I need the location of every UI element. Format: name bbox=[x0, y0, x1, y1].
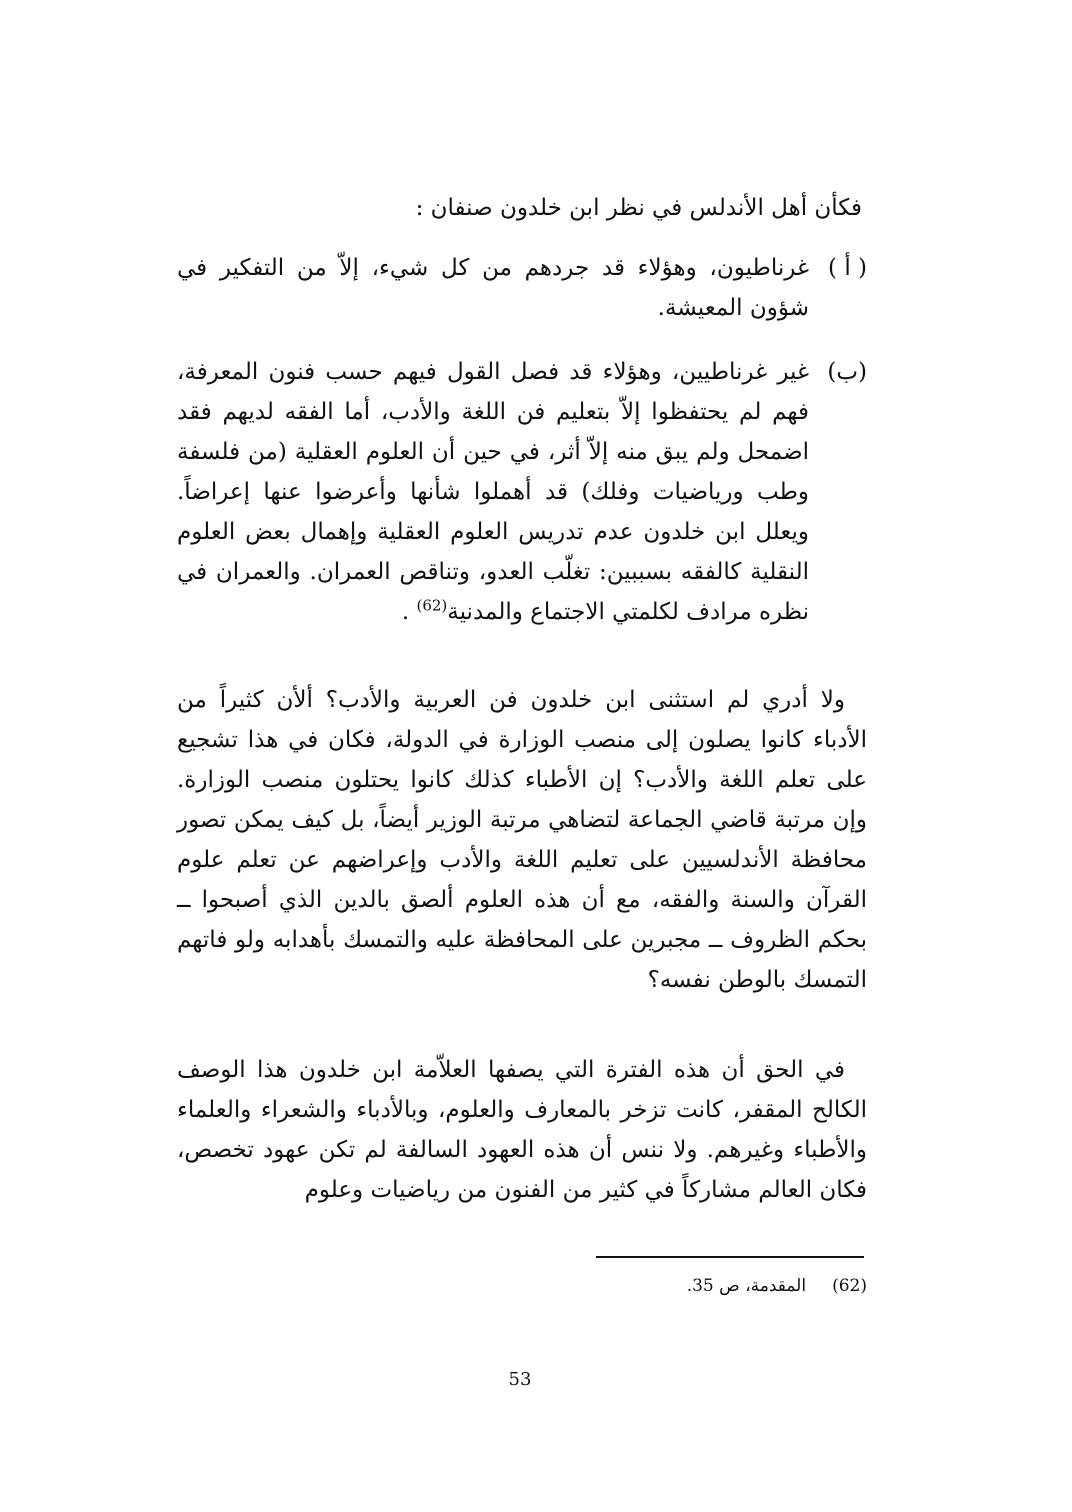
list-marker-a: ( أ ) bbox=[828, 255, 867, 281]
list-item-b-body bbox=[177, 352, 809, 632]
paragraph-1: ولا أدري لم استثنى ابن خلدون فن العربية والأدب؟ ألأن كثيراً من الأدباء كانوا يصلون إلى منصب الوزارة في الدولة، فكان في هذا تشجيع على تعلم اللغة والأدب؟ إن الأطباء كذلك كانوا يحتلون منصب الوزارة. وإن مرتبة قاضي الجماعة لتضاهي مرتبة الوزير أيضاً، بل كيف يمكن تصور محافظة الأندلسيين على تعليم اللغة والأدب وإعراضهم عن تعلم علوم القرآن والسنة والفقه، مع أن هذه العلوم ألصق بالدين الذي أصبحوا ــ بحكم الظروف ــ مجبرين على المحافظة عليه والتمسك بأهدابه ولو فاتهم التمسك بالوطن نفسه؟ bbox=[177, 687, 867, 993]
footnote-reference: (62) bbox=[416, 596, 448, 615]
footnote-divider bbox=[596, 1256, 864, 1258]
footnote bbox=[467, 1272, 867, 1300]
list-marker-b: (ب) bbox=[827, 359, 867, 385]
intro-line: فكأن أهل الأندلس في نظر ابن خلدون صنفان : bbox=[415, 195, 862, 221]
list-item-b-trailing: . bbox=[401, 599, 417, 625]
list-item-b-text: غير غرناطيين، وهؤلاء قد فصل القول فيهم حسب فنون المعرفة، فهم لم يحتفظوا إلاّ بتعليم فن اللغة والأدب، أما الفقه لديهم فقد اضمحل ولم يبق منه إلاّ أثر، في حين أن العلوم العقلية (من فلسفة وطب ورياضيات وفلك) قد أهملوا شأنها وأعرضوا عنها إعراضاً. ويعلل ابن خلدون عدم تدريس العلوم العقلية وإهمال بعض العلوم النقلية كالفقه بسببين: تغلّب العدو، وتناقص العمران. والعمران في نظره مرادف لكلمتي الاجتماع والمدنية bbox=[177, 359, 809, 625]
list-item-a-text: غرناطيون، وهؤلاء قد جردهم من كل شيء، إلاّ من التفكير في شؤون المعيشة. bbox=[177, 255, 809, 321]
list-item-a bbox=[177, 248, 867, 328]
page-number: 53 bbox=[508, 1369, 532, 1390]
footnote-text: المقدمة، ص 35. bbox=[686, 1276, 807, 1296]
list-item-b bbox=[177, 352, 867, 632]
footnote-number: (62) bbox=[832, 1276, 867, 1296]
paragraph-2: في الحق أن هذه الفترة التي يصفها العلاّمة ابن خلدون هذا الوصف الكالح المقفر، كانت تزخر بالمعارف والعلوم، وبالأدباء والشعراء والعلماء والأطباء وغيرهم. ولا ننس أن هذه العهود السالفة لم تكن عهود تخصص، فكان العالم مشاركاً في كثير من الفنون من رياضيات وعلوم bbox=[177, 1057, 867, 1203]
